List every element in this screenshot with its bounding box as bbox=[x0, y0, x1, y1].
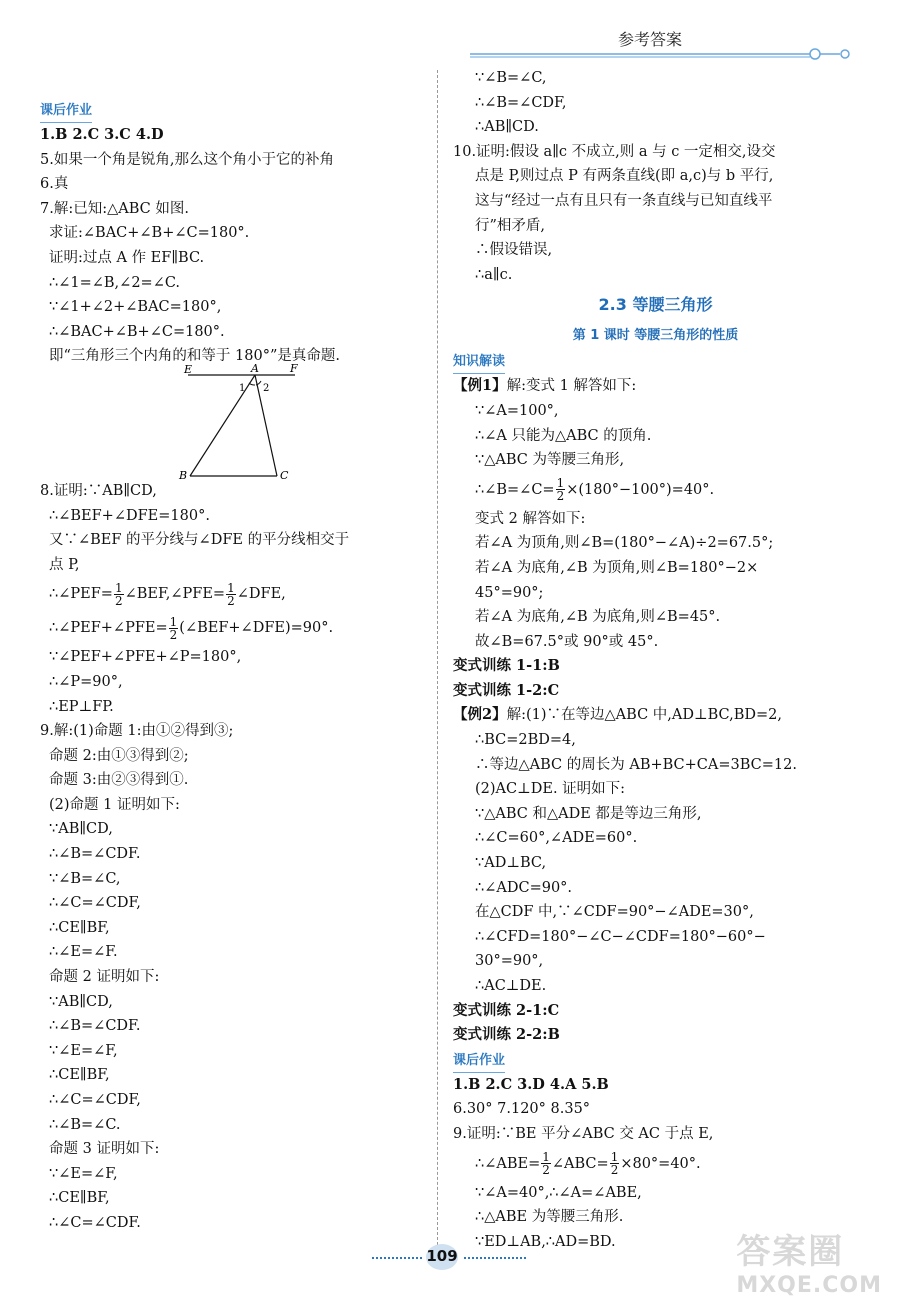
answer-line: (2)AC⊥DE. 证明如下: bbox=[475, 781, 626, 798]
fraction-line bbox=[453, 1147, 858, 1181]
numerator: 1 bbox=[114, 580, 123, 595]
answer-line: 命题 3 证明如下: bbox=[49, 1141, 160, 1158]
answer-line: ∵AB∥CD, bbox=[49, 821, 113, 838]
fraction-half bbox=[169, 616, 179, 641]
section-heading-homework: 课后作业 bbox=[453, 1050, 505, 1073]
answer-line: 即“三角形三个内角的和等于 180°”是真命题. bbox=[49, 348, 340, 365]
fraction-half bbox=[610, 1151, 620, 1176]
answer-line: 命题 3:由②③得到①. bbox=[49, 772, 189, 789]
answer-line: ∴∠C=∠CDF. bbox=[49, 1214, 141, 1231]
section-heading-knowledge: 知识解读 bbox=[453, 351, 505, 374]
answer-line: 行”相矛盾, bbox=[475, 217, 546, 234]
answer-line: ∴∠P=90°, bbox=[49, 673, 123, 690]
text-segment: ∴∠B=∠C= bbox=[475, 481, 555, 498]
example-2-header bbox=[453, 703, 858, 728]
answer-line: ∴∠A 只能为△ABC 的顶角. bbox=[475, 427, 652, 444]
answer-line: ∴EP⊥FP. bbox=[49, 698, 114, 715]
answer-line: ∴∠C=∠CDF, bbox=[49, 1092, 141, 1108]
page-number: 109 bbox=[426, 1247, 458, 1265]
answer-line: 变式 2 解答如下: bbox=[475, 510, 586, 527]
answer-line: ∵∠E=∠F, bbox=[49, 1165, 118, 1182]
answer-line: ∴∠1=∠B,∠2=∠C. bbox=[49, 274, 181, 291]
answer-line: ∴∠BAC+∠B+∠C=180°. bbox=[49, 323, 225, 340]
text-segment: ∠BEF,∠PFE= bbox=[124, 586, 226, 603]
text-segment: ×80°=40°. bbox=[620, 1155, 701, 1172]
denominator: 2 bbox=[556, 489, 565, 504]
text-segment: ∴∠PEF= bbox=[49, 586, 113, 603]
answer-line: ∴BC=2BD=4, bbox=[475, 732, 576, 749]
answer-line: 命题 2 证明如下: bbox=[49, 969, 160, 986]
answer-line: 7.解:已知:△ABC 如图. bbox=[40, 200, 189, 217]
answer-line: ∴∠B=∠C. bbox=[49, 1116, 121, 1133]
answer-line: ∵∠PEF+∠PFE+∠P=180°, bbox=[49, 649, 242, 666]
answer-line: 6.真 bbox=[40, 176, 69, 193]
watermark-logo bbox=[736, 1224, 882, 1298]
answer-line: 若∠A 为底角,∠B 为顶角,则∠B=180°−2× bbox=[475, 559, 759, 576]
label-C: C bbox=[280, 468, 289, 482]
triangle-diagram bbox=[40, 361, 425, 482]
answer-line: ∵∠B=∠C, bbox=[475, 70, 547, 86]
answer-line: ∴CE∥BF, bbox=[49, 1067, 110, 1084]
numerator: 1 bbox=[227, 580, 235, 595]
answer-line: ∵∠E=∠F, bbox=[49, 1042, 118, 1059]
answer-line: 求证:∠BAC+∠B+∠C=180°. bbox=[49, 225, 250, 242]
denominator: 2 bbox=[227, 593, 235, 608]
answer-line: 1.B 2.C 3.C 4.D bbox=[40, 126, 164, 143]
answer-line: ∵ED⊥AB,∴AD=BD. bbox=[475, 1233, 616, 1250]
answer-line: 命题 2:由①③得到②; bbox=[49, 747, 189, 764]
answer-line: 这与“经过一点有且只有一条直线与已知直线平 bbox=[475, 192, 773, 209]
answer-line: ∴等边△ABC 的周长为 AB+BC+CA=3BC=12. bbox=[475, 756, 797, 773]
fraction-half bbox=[556, 477, 566, 502]
answer-line: ∴△ABE 为等腰三角形. bbox=[475, 1209, 624, 1226]
numerator: 1 bbox=[610, 1150, 619, 1165]
text-segment: ∠ABC= bbox=[551, 1155, 609, 1172]
answer-line: ∴CE∥BF, bbox=[49, 919, 110, 936]
dotted-rule-left bbox=[372, 1257, 422, 1259]
variant-training: 变式训练 1-1:B bbox=[453, 657, 560, 675]
fraction-half bbox=[541, 1151, 551, 1176]
numerator: 1 bbox=[169, 614, 178, 629]
watermark-text: 答案圈 bbox=[736, 1232, 845, 1272]
answer-line: ∴∠ADC=90°. bbox=[475, 879, 573, 896]
fraction-half bbox=[226, 582, 236, 607]
answer-line: 9.解:(1)命题 1:由①②得到③; bbox=[40, 723, 234, 740]
dotted-rule-right bbox=[464, 1257, 526, 1259]
answer-line: ∴∠BEF+∠DFE=180°. bbox=[49, 507, 210, 524]
variant-training: 变式训练 2-2:B bbox=[453, 1026, 560, 1044]
answer-line: ∴CE∥BF, bbox=[49, 1190, 110, 1207]
answer-line: 1.B 2.C 3.D 4.A 5.B bbox=[453, 1075, 609, 1093]
variant-training: 变式训练 2-1:C bbox=[453, 1001, 560, 1019]
numerator: 1 bbox=[542, 1150, 550, 1165]
chapter-title: 2.3 等腰三角形 bbox=[598, 295, 713, 315]
denominator: 2 bbox=[169, 627, 178, 642]
answer-line: 点是 P,则过点 P 有两条直线(即 a,c)与 b 平行, bbox=[475, 168, 774, 185]
watermark-url: MXQE.COM bbox=[736, 1273, 882, 1298]
answer-line: ∴假设错误, bbox=[475, 242, 553, 259]
page-number-badge bbox=[372, 1244, 532, 1274]
answer-line: ∵∠A=40°,∴∠A=∠ABE, bbox=[475, 1184, 642, 1201]
fraction-half bbox=[114, 582, 124, 607]
example-1-header bbox=[453, 374, 858, 399]
answer-line: 45°=90°; bbox=[475, 584, 544, 601]
answer-line: 解:变式 1 解答如下: bbox=[506, 378, 637, 395]
text-segment: ∴∠PEF+∠PFE= bbox=[49, 620, 168, 637]
answer-line: 5.如果一个角是锐角,那么这个角小于它的补角 bbox=[40, 151, 334, 168]
numerator: 1 bbox=[556, 476, 565, 491]
answer-line: 30°=90°, bbox=[475, 953, 544, 970]
lesson-title: 第 1 课时 等腰三角形的性质 bbox=[572, 328, 739, 344]
triangle-figure bbox=[40, 361, 425, 482]
text-segment: (∠BEF+∠DFE)=90°. bbox=[179, 620, 334, 637]
variant-training: 变式训练 1-2:C bbox=[453, 681, 560, 699]
example-label: 【例1】 bbox=[453, 377, 507, 395]
answer-line: 若∠A 为底角,∠B 为底角,则∠B=45°. bbox=[475, 609, 721, 626]
column-divider bbox=[437, 70, 438, 1250]
label-angle-1: 1 bbox=[239, 382, 246, 394]
section-heading-homework: 课后作业 bbox=[40, 100, 92, 123]
answer-line: ∵∠B=∠C, bbox=[49, 870, 121, 887]
label-angle-2: 2 bbox=[263, 382, 270, 394]
answer-line: ∵AB∥CD, bbox=[49, 993, 113, 1010]
answer-line: (2)命题 1 证明如下: bbox=[49, 796, 180, 813]
text-segment: ∴∠ABE= bbox=[475, 1155, 541, 1172]
header-title: 参考答案 bbox=[618, 30, 683, 49]
answer-line: ∵∠1+∠2+∠BAC=180°, bbox=[49, 299, 222, 316]
header-decoration bbox=[470, 46, 870, 62]
answer-line: ∴∠C=60°,∠ADE=60°. bbox=[475, 830, 638, 847]
right-column bbox=[453, 66, 858, 1254]
answer-line: ∴∠CFD=180°−∠C−∠CDF=180°−60°− bbox=[475, 928, 766, 945]
answer-line: 若∠A 为顶角,则∠B=(180°−∠A)÷2=67.5°; bbox=[475, 535, 774, 552]
answer-line: ∵AD⊥BC, bbox=[475, 855, 547, 872]
left-column bbox=[40, 98, 425, 1236]
answer-line: ∵△ABC 和△ADE 都是等边三角形, bbox=[475, 805, 702, 822]
answer-line: ∴AB∥CD. bbox=[475, 119, 539, 136]
label-A: A bbox=[251, 361, 259, 375]
answer-line: ∴∠C=∠CDF, bbox=[49, 895, 141, 912]
answer-line: 点 P, bbox=[49, 556, 80, 573]
answer-line: 6.30° 7.120° 8.35° bbox=[453, 1101, 591, 1118]
denominator: 2 bbox=[610, 1163, 619, 1178]
answer-line: ∵∠A=100°, bbox=[475, 402, 559, 419]
answer-line: 10.证明:假设 a∥c 不成立,则 a 与 c 一定相交,设交 bbox=[453, 143, 776, 160]
answer-line: 又∵∠BEF 的平分线与∠DFE 的平分线相交于 bbox=[49, 532, 350, 549]
answer-line: ∴∠B=∠CDF, bbox=[475, 94, 567, 111]
answer-line: 解:(1)∵在等边△ABC 中,AD⊥BC,BD=2, bbox=[506, 707, 782, 724]
label-B: B bbox=[179, 468, 188, 482]
answer-line: 在△CDF 中,∵∠CDF=90°−∠ADE=30°, bbox=[475, 904, 754, 921]
answer-line: ∴∠E=∠F. bbox=[49, 944, 118, 961]
fraction-line bbox=[40, 611, 425, 645]
answer-line: 故∠B=67.5°或 90°或 45°. bbox=[475, 633, 659, 650]
denominator: 2 bbox=[542, 1163, 550, 1178]
fraction-line bbox=[40, 577, 425, 611]
answer-line: ∴∠B=∠CDF. bbox=[49, 846, 141, 863]
fraction-line bbox=[453, 473, 858, 507]
denominator: 2 bbox=[114, 593, 123, 608]
example-label: 【例2】 bbox=[453, 706, 507, 724]
answer-line: ∴a∥c. bbox=[475, 266, 513, 283]
label-F: F bbox=[290, 361, 298, 375]
answer-line: 8.证明:∵AB∥CD, bbox=[40, 482, 157, 499]
text-segment: ∠DFE, bbox=[236, 586, 286, 603]
answer-line: ∴∠B=∠CDF. bbox=[49, 1018, 141, 1035]
answer-line: 9.证明:∵BE 平分∠ABC 交 AC 于点 E, bbox=[453, 1125, 714, 1142]
answer-line: ∴AC⊥DE. bbox=[475, 978, 547, 994]
text-segment: ×(180°−100°)=40°. bbox=[566, 481, 715, 498]
label-E: E bbox=[184, 362, 193, 376]
answer-line: 证明:过点 A 作 EF∥BC. bbox=[49, 249, 205, 266]
answer-line: ∵△ABC 为等腰三角形, bbox=[475, 452, 625, 469]
